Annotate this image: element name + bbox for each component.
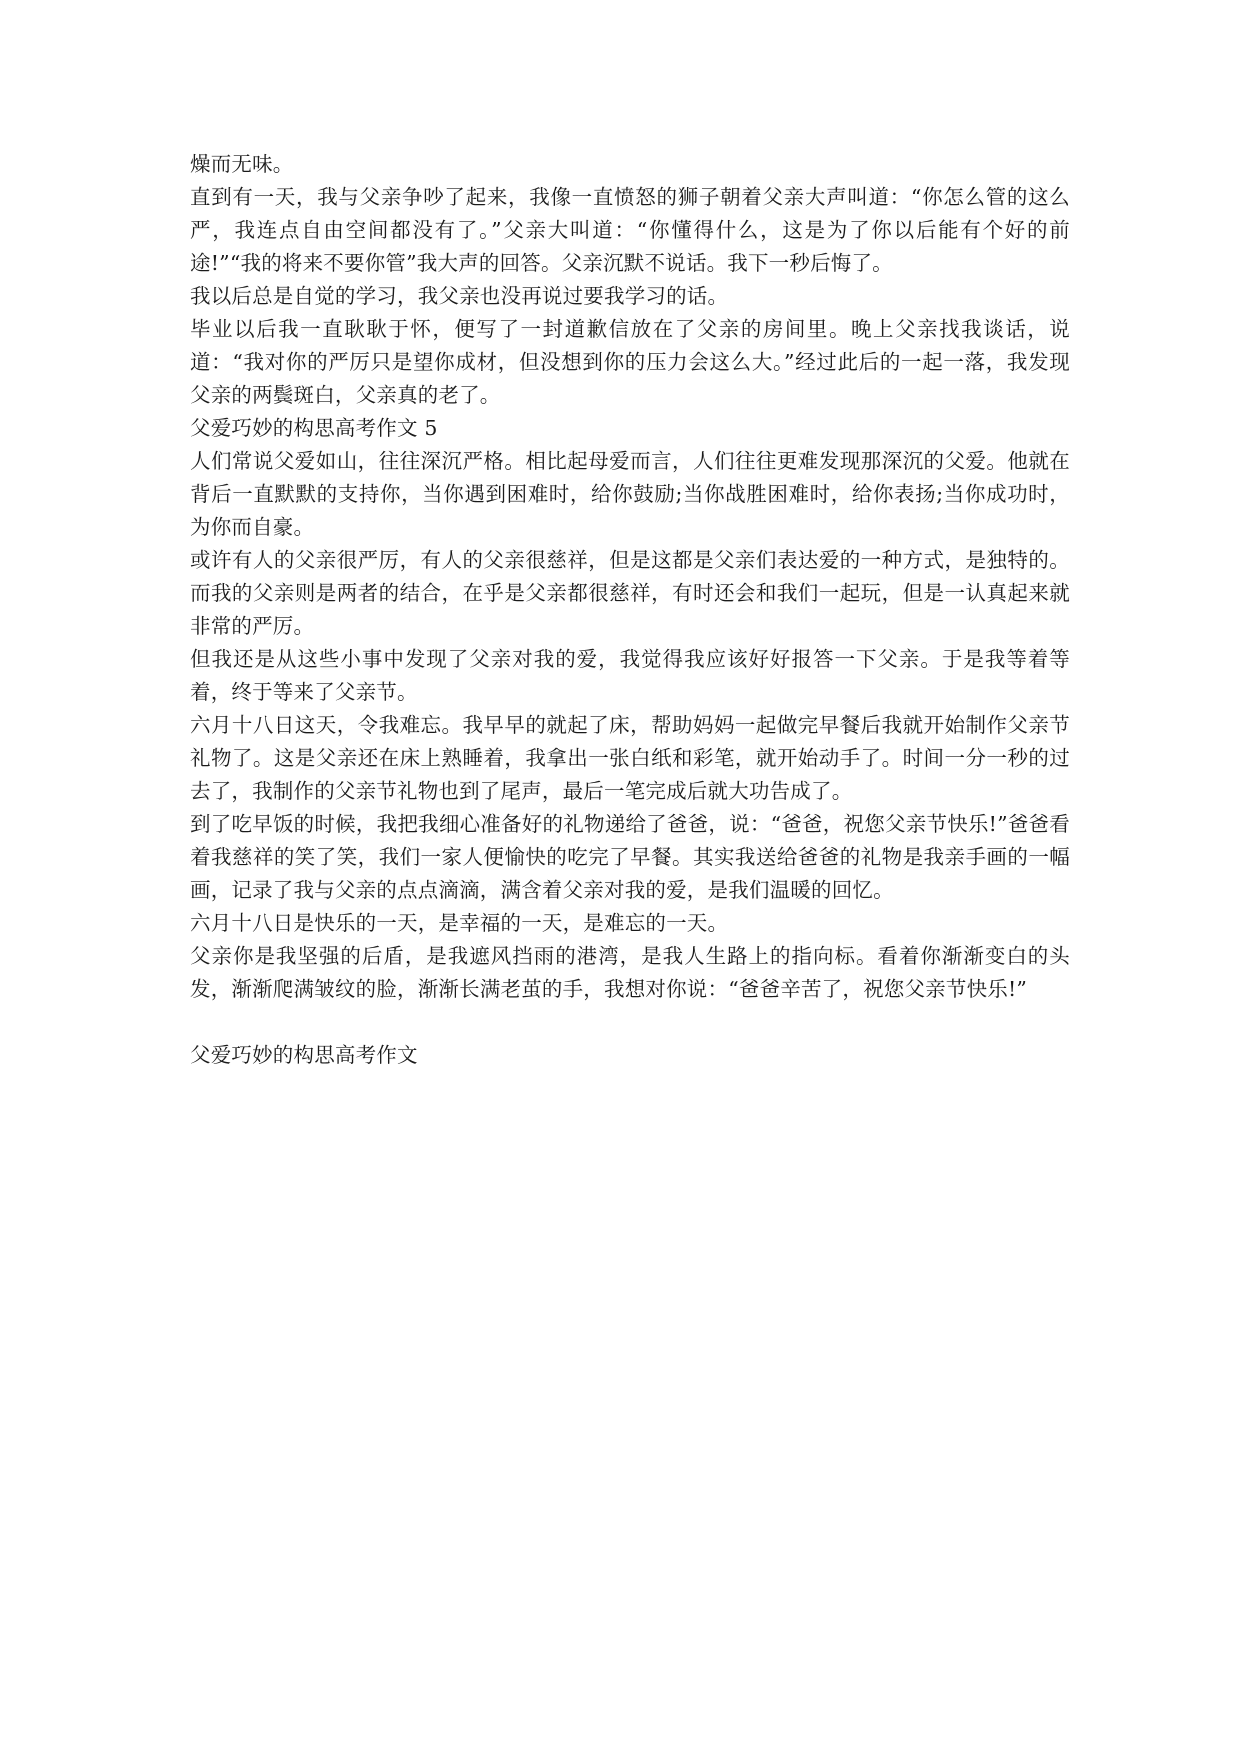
- paragraph: 到了吃早饭的时候，我把我细心准备好的礼物递给了爸爸，说：“爸爸，祝您父亲节快乐!”爸爸看着我慈祥的笑了笑，我们一家人便愉快的吃完了早餐。其实我送给爸爸的礼物是我亲手画的一幅画，记录了我与父亲的点点滴滴，满含着父亲对我的爱，是我们温暖的回忆。: [190, 812, 1070, 902]
- paragraph: 或许有人的父亲很严厉，有人的父亲很慈祥，但是这都是父亲们表达爱的一种方式，是独特的。而我的父亲则是两者的结合，在乎是父亲都很慈祥，有时还会和我们一起玩，但是一认真起来就非常的严厉。: [190, 548, 1070, 638]
- paragraph: 人们常说父爱如山，往往深沉严格。相比起母爱而言，人们往往更难发现那深沉的父爱。他就在背后一直默默的支持你，当你遇到困难时，给你鼓励;当你战胜困难时，给你表扬;当你成功时，为你而自豪。: [190, 449, 1070, 539]
- paragraph: 直到有一天，我与父亲争吵了起来，我像一直愤怒的狮子朝着父亲大声叫道：“你怎么管的这么严，我连点自由空间都没有了。”父亲大叫道：“你懂得什么，这是为了你以后能有个好的前途!”“我的将来不要你管”我大声的回答。父亲沉默不说话。我下一秒后悔了。: [190, 185, 1070, 275]
- paragraph: 但我还是从这些小事中发现了父亲对我的爱，我觉得我应该好好报答一下父亲。于是我等着等着，终于等来了父亲节。: [190, 647, 1070, 704]
- paragraph: 燥而无味。: [190, 152, 294, 176]
- section-heading: 父爱巧妙的构思高考作文 5: [190, 416, 438, 440]
- paragraph: 父亲你是我坚强的后盾，是我遮风挡雨的港湾，是我人生路上的指向标。看着你渐渐变白的头发，渐渐爬满皱纹的脸，渐渐长满老茧的手，我想对你说：“爸爸辛苦了，祝您父亲节快乐!”: [190, 944, 1070, 1001]
- document-body: [190, 148, 1070, 1072]
- paragraph: 毕业以后我一直耿耿于怀，便写了一封道歉信放在了父亲的房间里。晚上父亲找我谈话，说道：“我对你的严厉只是望你成材，但没想到你的压力会这么大。”经过此后的一起一落，我发现父亲的两鬓斑白，父亲真的老了。: [190, 317, 1070, 407]
- paragraph: 我以后总是自觉的学习，我父亲也没再说过要我学习的话。: [190, 284, 729, 308]
- paragraph: 六月十八日是快乐的一天，是幸福的一天，是难忘的一天。: [190, 911, 729, 935]
- paragraph: 六月十八日这天，令我难忘。我早早的就起了床，帮助妈妈一起做完早餐后我就开始制作父亲节礼物了。这是父亲还在床上熟睡着，我拿出一张白纸和彩笔，就开始动手了。时间一分一秒的过去了，我制作的父亲节礼物也到了尾声，最后一笔完成后就大功告成了。: [190, 713, 1070, 803]
- document-footer-title: 父爱巧妙的构思高考作文: [190, 1043, 418, 1067]
